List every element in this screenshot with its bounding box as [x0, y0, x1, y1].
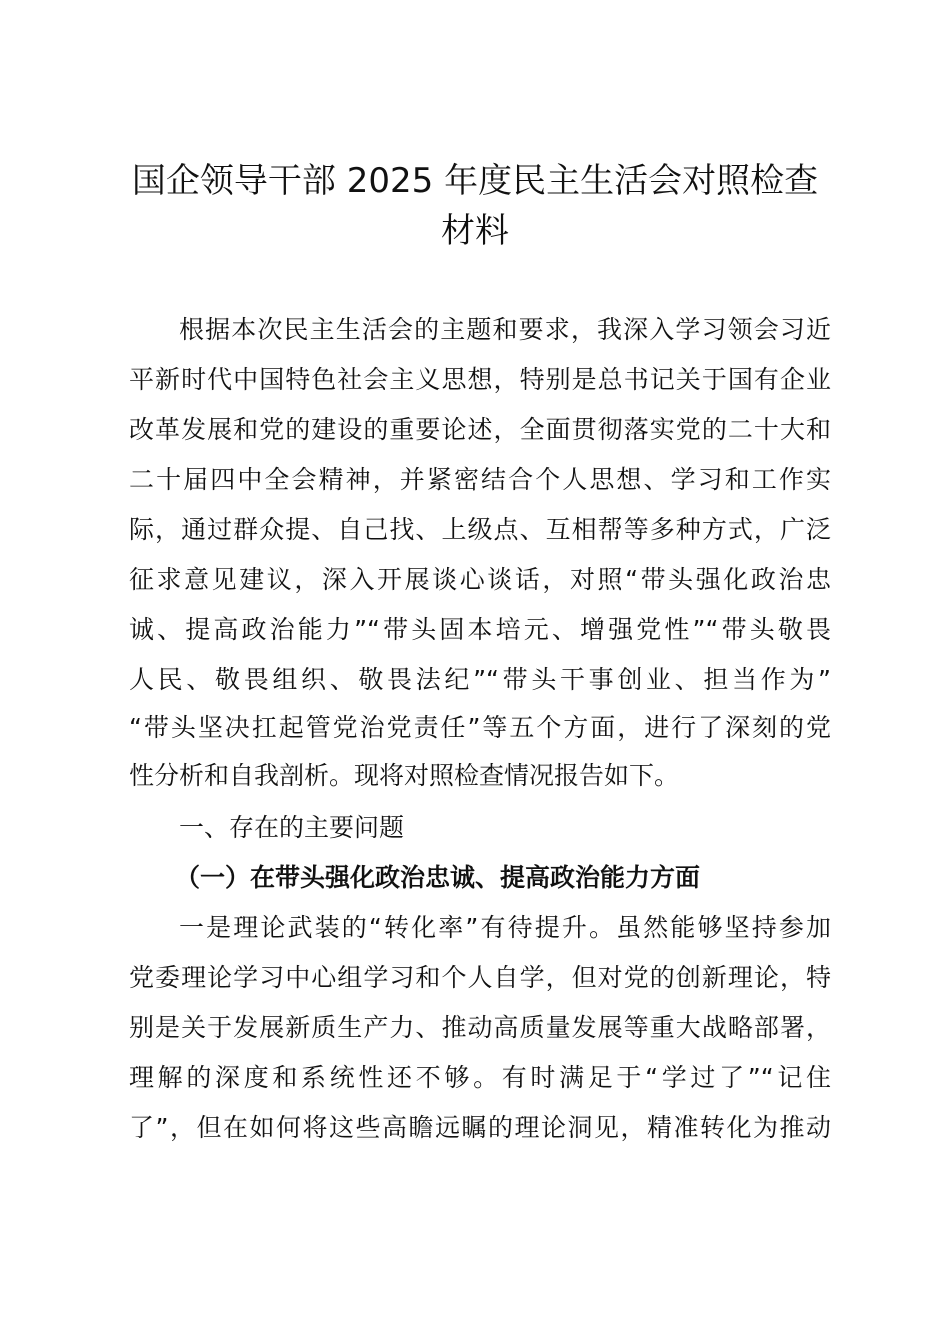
intro-line-9: “带头坚决扛起管党治党责任”等五个方面，进行了深刻的党 [129, 713, 831, 742]
intro-line-8: 人民、敬畏组织、敬畏法纪”“带头干事创业、担当作为” [129, 665, 831, 694]
intro-line-2: 平新时代中国特色社会主义思想，特别是总书记关于国有企业 [129, 365, 831, 394]
intro-line-6: 征求意见建议，深入开展谈心谈话，对照“带头强化政治忠 [129, 565, 831, 594]
body-line-3: 别是关于发展新质生产力、推动高质量发展等重大战略部署， [129, 1013, 831, 1042]
intro-line-1: 根据本次民主生活会的主题和要求，我深入学习领会习近 [179, 315, 831, 344]
section-heading: 一、存在的主要问题 [179, 813, 405, 842]
intro-line-3: 改革发展和党的建设的重要论述，全面贯彻落实党的二十大和 [129, 415, 831, 444]
body-line-5: 了”，但在如何将这些高瞻远瞩的理论洞见，精准转化为推动 [129, 1113, 831, 1142]
intro-line-5: 际，通过群众提、自己找、上级点、互相帮等多种方式，广泛 [129, 515, 831, 544]
document-title-line-2: 材料 [441, 211, 509, 251]
intro-line-10: 性分析和自我剖析。现将对照检查情况报告如下。 [129, 761, 680, 790]
intro-line-4: 二十届四中全会精神，并紧密结合个人思想、学习和工作实 [129, 465, 831, 494]
body-line-4: 理解的深度和系统性还不够。有时满足于“学过了”“记住 [129, 1063, 831, 1092]
intro-line-7: 诚、提高政治能力”“带头固本培元、增强党性”“带头敬畏 [129, 615, 831, 644]
document-title-line-1: 国企领导干部 2025 年度民主生活会对照检查 [131, 161, 819, 201]
subsection-heading: （一）在带头强化政治忠诚、提高政治能力方面 [175, 863, 701, 892]
body-line-1: 一是理论武装的“转化率”有待提升。虽然能够坚持参加 [179, 913, 831, 942]
body-line-2: 党委理论学习中心组学习和个人自学，但对党的创新理论，特 [129, 963, 831, 992]
